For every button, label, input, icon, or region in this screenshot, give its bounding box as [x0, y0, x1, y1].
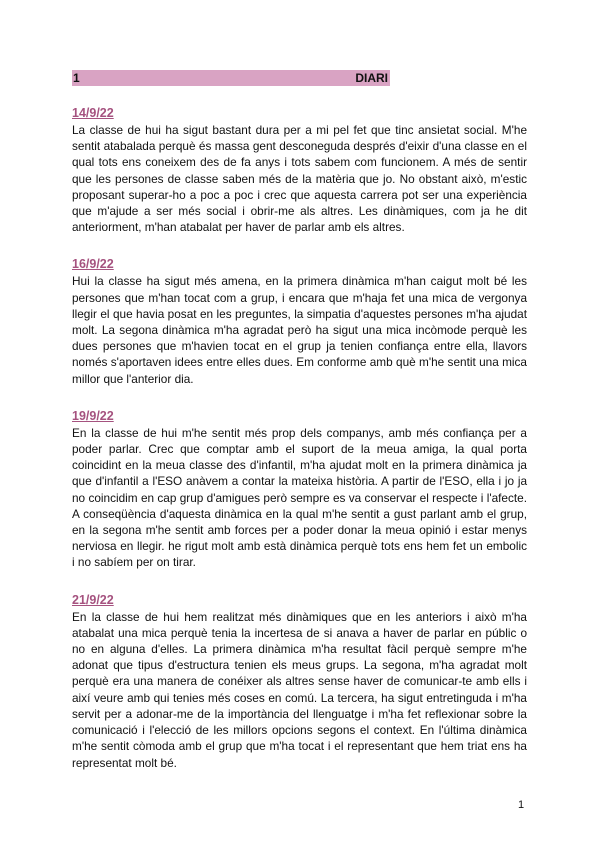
page-number: 1	[518, 799, 525, 811]
diary-entry	[72, 104, 527, 235]
section-header	[72, 70, 390, 86]
diary-entry	[72, 407, 527, 571]
entry-text: En la classe de hui m'he sentit més prop dels companys, amb més confiança per a poder parlar. Crec que comptar amb el suport de la meua amiga, la qual porta coincidint en la meua classe des d'infantil, m'ha ajudat molt en la primera dinàmica ja que d'infantil a l'ESO anàvem a contar la mateixa història. A partir de l'ESO, ella i jo ja no coincidim en cap grup d'amigues però sempre es va conservar el respecte i l'afecte. A conseqüència d'aquesta dinàmica en la qual m'he sentit a gust parlant amb el grup, en la segona m'he sentit amb forces per a poder donar la meua opinió i estar menys nerviosa en llegir. he rigut molt amb està dinàmica perquè tots ens hem fet un embolic i no sabíem per on tirar.	[72, 425, 527, 570]
entry-text: La classe de hui ha sigut bastant dura per a mi pel fet que tinc ansietat social. M'he sentit atabalada perquè és massa gent desconeguda després d'eixir d'una classe en el qual tots ens coneixem des de fa anys i tots sabem com funcionem. A més de sentir que les persones de classe saben més de la matèria que jo. No obstant això, m'estic proposant superar-ho a poc a poc i crec que aquesta carrera pot ser una experiència que m'ajude a ser més social i obrir-me als altres. Les dinàmiques, com ja he dit anteriorment, m'han atabalat per haver de parlar amb els altres.	[72, 123, 527, 235]
entry-date: 19/9/22	[72, 408, 114, 423]
entry-text: En la classe de hui hem realitzat més dinàmiques que en les anteriors i això m'ha atabalat una mica perquè tenia la incertesa de si anava a haver de parlar en públic o no en alguna d'elles. La primera dinàmica m'ha resultat fàcil perquè sempre m'he adonat que tipus d'estructura tenien els meus grups. La segona, m'ha agradat molt perquè era una manera de conéixer als altres sense haver de comunicar-te amb ells i així veure amb qui tenies més coses en comú. La tercera, ha sigut entretinguda i m'ha servit per a adonar-me de la importància del llenguatge i m'ha fet reflexionar sobre la comunicació i l'elecció de les millors opcions segons el context. En l'última dinàmica m'he sentit còmoda amb el grup que m'ha tocat i el representant que hem triat ens ha representat molt bé.	[72, 609, 527, 770]
section-title: DIARI	[355, 71, 388, 85]
diary-entry	[72, 255, 527, 386]
diary-content	[72, 104, 527, 791]
entry-date: 14/9/22	[72, 106, 114, 120]
section-number: 1	[73, 71, 80, 85]
entry-date: 16/9/22	[72, 257, 114, 272]
entry-date: 21/9/22	[72, 592, 114, 607]
diary-entry	[72, 591, 527, 771]
entry-text: Hui la classe ha sigut més amena, en la primera dinàmica m'han caigut molt bé les persones que m'han tocat com a grup, i encara que m'haja fet una mica de vergonya llegir el que havia posat en les preguntes, la simpatia d'aquestes persones m'ha ajudat molt. La segona dinàmica m'ha agradat però ha sigut una mica incòmode perquè les dues persones que m'havien tocat en el grup ja tenien confiança entre ella, llavors només s'aportaven idees entre elles dues. Em conforme amb què m'he sentit una mica millor que l'anterior dia.	[72, 274, 527, 386]
